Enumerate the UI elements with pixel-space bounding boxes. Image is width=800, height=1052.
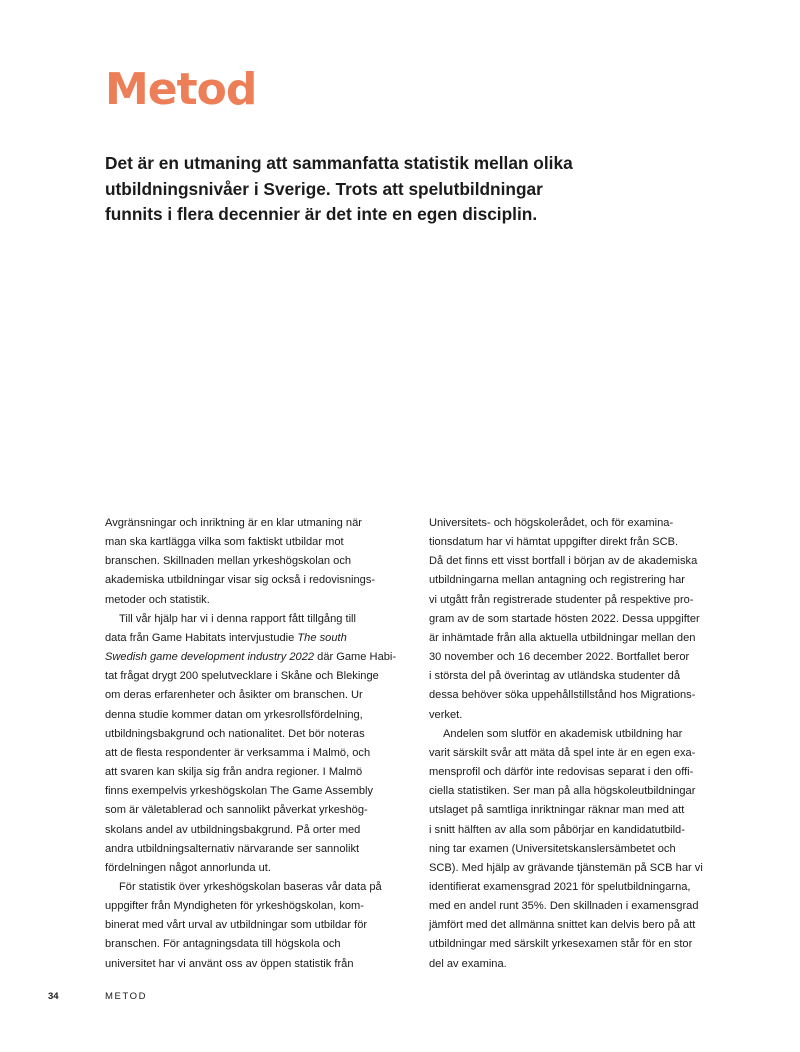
text-run: uppgifter från Myndigheten för yrkeshögskolan, kom- (105, 900, 364, 913)
body-text-line (105, 552, 415, 571)
text-run: tionsdatum har vi hämtat uppgifter direkt från SCB. (429, 536, 679, 549)
body-text-line (429, 840, 739, 859)
italic-title-text: The south (297, 631, 347, 644)
body-text-line (105, 916, 415, 935)
text-run: att svaren kan skilja sig från andra regioner. I Malmö (105, 766, 363, 779)
text-run: För statistik över yrkeshögskolan baseras vår data på (119, 880, 382, 893)
text-run: akademiska utbildningar visar sig också i redovisnings- (105, 574, 376, 587)
lead-line: funnits i flera decennier är det inte en egen disciplin. (105, 204, 538, 224)
text-run: man ska kartlägga vilka som faktiskt utbildar mot (105, 536, 344, 549)
body-text-line (429, 744, 739, 763)
text-run: Universitets- och högskolerådet, och för examina- (429, 517, 674, 529)
body-text-line (429, 686, 739, 705)
text-run: data från Game Habitats intervjustudie (105, 631, 298, 644)
text-run: denna studie kommer datan om yrkesrollsfördelning, (105, 708, 363, 721)
lead-paragraph (105, 151, 605, 228)
section-label: METOD (105, 991, 148, 1002)
text-run: skolans andel av utbildningsbakgrund. På orter med (105, 823, 361, 836)
text-run: Andelen som slutför en akademisk utbildning har (443, 727, 683, 740)
text-run: i snitt hälften av alla som påbörjar en kandidatutbild- (429, 823, 685, 836)
text-run: ciella statistiken. Ser man på alla högskoleutbildningar (429, 785, 696, 798)
body-text-line (105, 571, 415, 590)
body-text-line (429, 533, 739, 552)
lead-line: Det är en utmaning att sammanfatta statistik mellan olika (105, 153, 573, 173)
text-run: branschen. Skillnaden mellan yrkeshögskolan och (105, 555, 352, 568)
text-run: andra utbildningsalternativ närvarande ser sannolikt (105, 842, 360, 855)
text-run: metoder och statistik. (105, 593, 210, 606)
text-run: utbildningarna mellan antagning och registrering har (429, 574, 685, 587)
text-run: Avgränsningar och inriktning är en klar utmaning när (105, 517, 362, 529)
text-run: om deras erfarenheter och åsikter om branschen. Ur (105, 689, 363, 702)
body-text-line (429, 763, 739, 782)
body-text-line (105, 821, 415, 840)
text-run: mensprofil och därför inte redovisas separat i den offi- (429, 766, 694, 779)
body-text-line (105, 935, 415, 954)
text-run: utbildningsbakgrund och nationalitet. Det bör noteras (105, 727, 365, 740)
text-run: är inhämtade från alla aktuella utbildningar mellan den (429, 631, 696, 644)
text-run: fördelningen något annorlunda ut. (105, 861, 271, 874)
body-text-line (105, 686, 415, 705)
body-text-line (429, 552, 739, 571)
italic-title-text: Swedish game development industry 2022 (105, 651, 315, 664)
body-text-line (105, 591, 415, 610)
body-text-line (429, 955, 739, 974)
text-run: dessa behöver söka uppehållstillstånd hos Migrations- (429, 689, 696, 702)
text-run: med en andel runt 35%. Den skillnaden i examensgrad (429, 900, 699, 913)
text-run: tat frågat drygt 200 spelutvecklare i Skåne och Blekinge (105, 670, 379, 683)
body-text-line (429, 935, 739, 954)
body-text-line (429, 821, 739, 840)
text-run: verket. (429, 708, 463, 721)
text-run: utslaget på samtliga inriktningar räknar man med att (429, 804, 685, 817)
text-run: i största del på överintag av utländska studenter då (429, 670, 680, 683)
body-text-line (105, 897, 415, 916)
body-text-line (429, 859, 739, 878)
body-text-line (105, 725, 415, 744)
body-text-line (105, 878, 415, 897)
text-run: där Game Habi- (314, 651, 397, 664)
text-run: del av examina. (429, 957, 507, 970)
body-text-line (429, 916, 739, 935)
text-run: 30 november och 16 december 2022. Bortfallet beror (429, 651, 690, 664)
text-run: universitet har vi använt oss av öppen statistik från (105, 957, 354, 970)
text-run: utbildningar med särskilt yrkesexamen står för en stor (429, 938, 693, 951)
text-run: vi utgått från registrerade studenter på respektive pro- (429, 593, 694, 606)
body-text-line (429, 667, 739, 686)
body-text-line (429, 571, 739, 590)
page-number: 34 (48, 991, 59, 1002)
body-text-line (429, 897, 739, 916)
body-text-line (429, 591, 739, 610)
body-text-line (105, 706, 415, 725)
body-text-line (429, 610, 739, 629)
text-run: varit särskilt svår att mäta då spel inte är en egen exa- (429, 746, 696, 759)
body-text-line (105, 955, 415, 974)
text-run: Då det finns ett visst bortfall i början av de akademiska (429, 555, 698, 568)
body-text-line (105, 859, 415, 878)
body-text-line (429, 648, 739, 667)
text-run: Till vår hjälp har vi i denna rapport fått tillgång till (119, 612, 356, 625)
body-text-line (105, 667, 415, 686)
text-run: identifierat examensgrad 2021 för spelutbildningarna, (429, 880, 691, 893)
text-run: jämfört med det allmänna snittet kan delvis bero på att (429, 919, 696, 932)
text-run: ning tar examen (Universitetskanslersämbetet och (429, 842, 676, 855)
body-text-line (105, 782, 415, 801)
body-text-line (429, 514, 739, 533)
text-run: binerat med vårt urval av utbildningar som utbildar för (105, 919, 368, 932)
body-text-line (105, 744, 415, 763)
body-text-line (429, 801, 739, 820)
text-run: branschen. För antagningsdata till högskola och (105, 938, 341, 951)
body-text-line (429, 629, 739, 648)
body-text-line (105, 648, 415, 667)
body-text-line (105, 629, 415, 648)
body-column-right (429, 514, 739, 974)
body-text-line (429, 878, 739, 897)
text-run: att de flesta respondenter är verksamma i Malmö, och (105, 746, 371, 759)
body-text-line (105, 610, 415, 629)
body-text-line (105, 514, 415, 533)
lead-line: utbildningsnivåer i Sverige. Trots att spelutbildningar (105, 178, 543, 199)
body-text-line (105, 840, 415, 859)
body-text-line (105, 533, 415, 552)
body-text-line (429, 782, 739, 801)
body-text-line (429, 706, 739, 725)
body-text-line (105, 801, 415, 820)
text-run: SCB). Med hjälp av grävande tjänstemän på SCB har vi (429, 861, 703, 874)
body-text-line (105, 763, 415, 782)
text-run: gram av de som startade hösten 2022. Dessa uppgifter (429, 612, 700, 625)
text-run: finns exempelvis yrkeshögskolan The Game Assembly (105, 785, 374, 798)
page-title: Metod (105, 64, 257, 115)
body-column-left (105, 514, 415, 974)
body-text-line (429, 725, 739, 744)
text-run: som är väletablerad och sannolikt påverkat yrkeshög- (105, 804, 368, 817)
